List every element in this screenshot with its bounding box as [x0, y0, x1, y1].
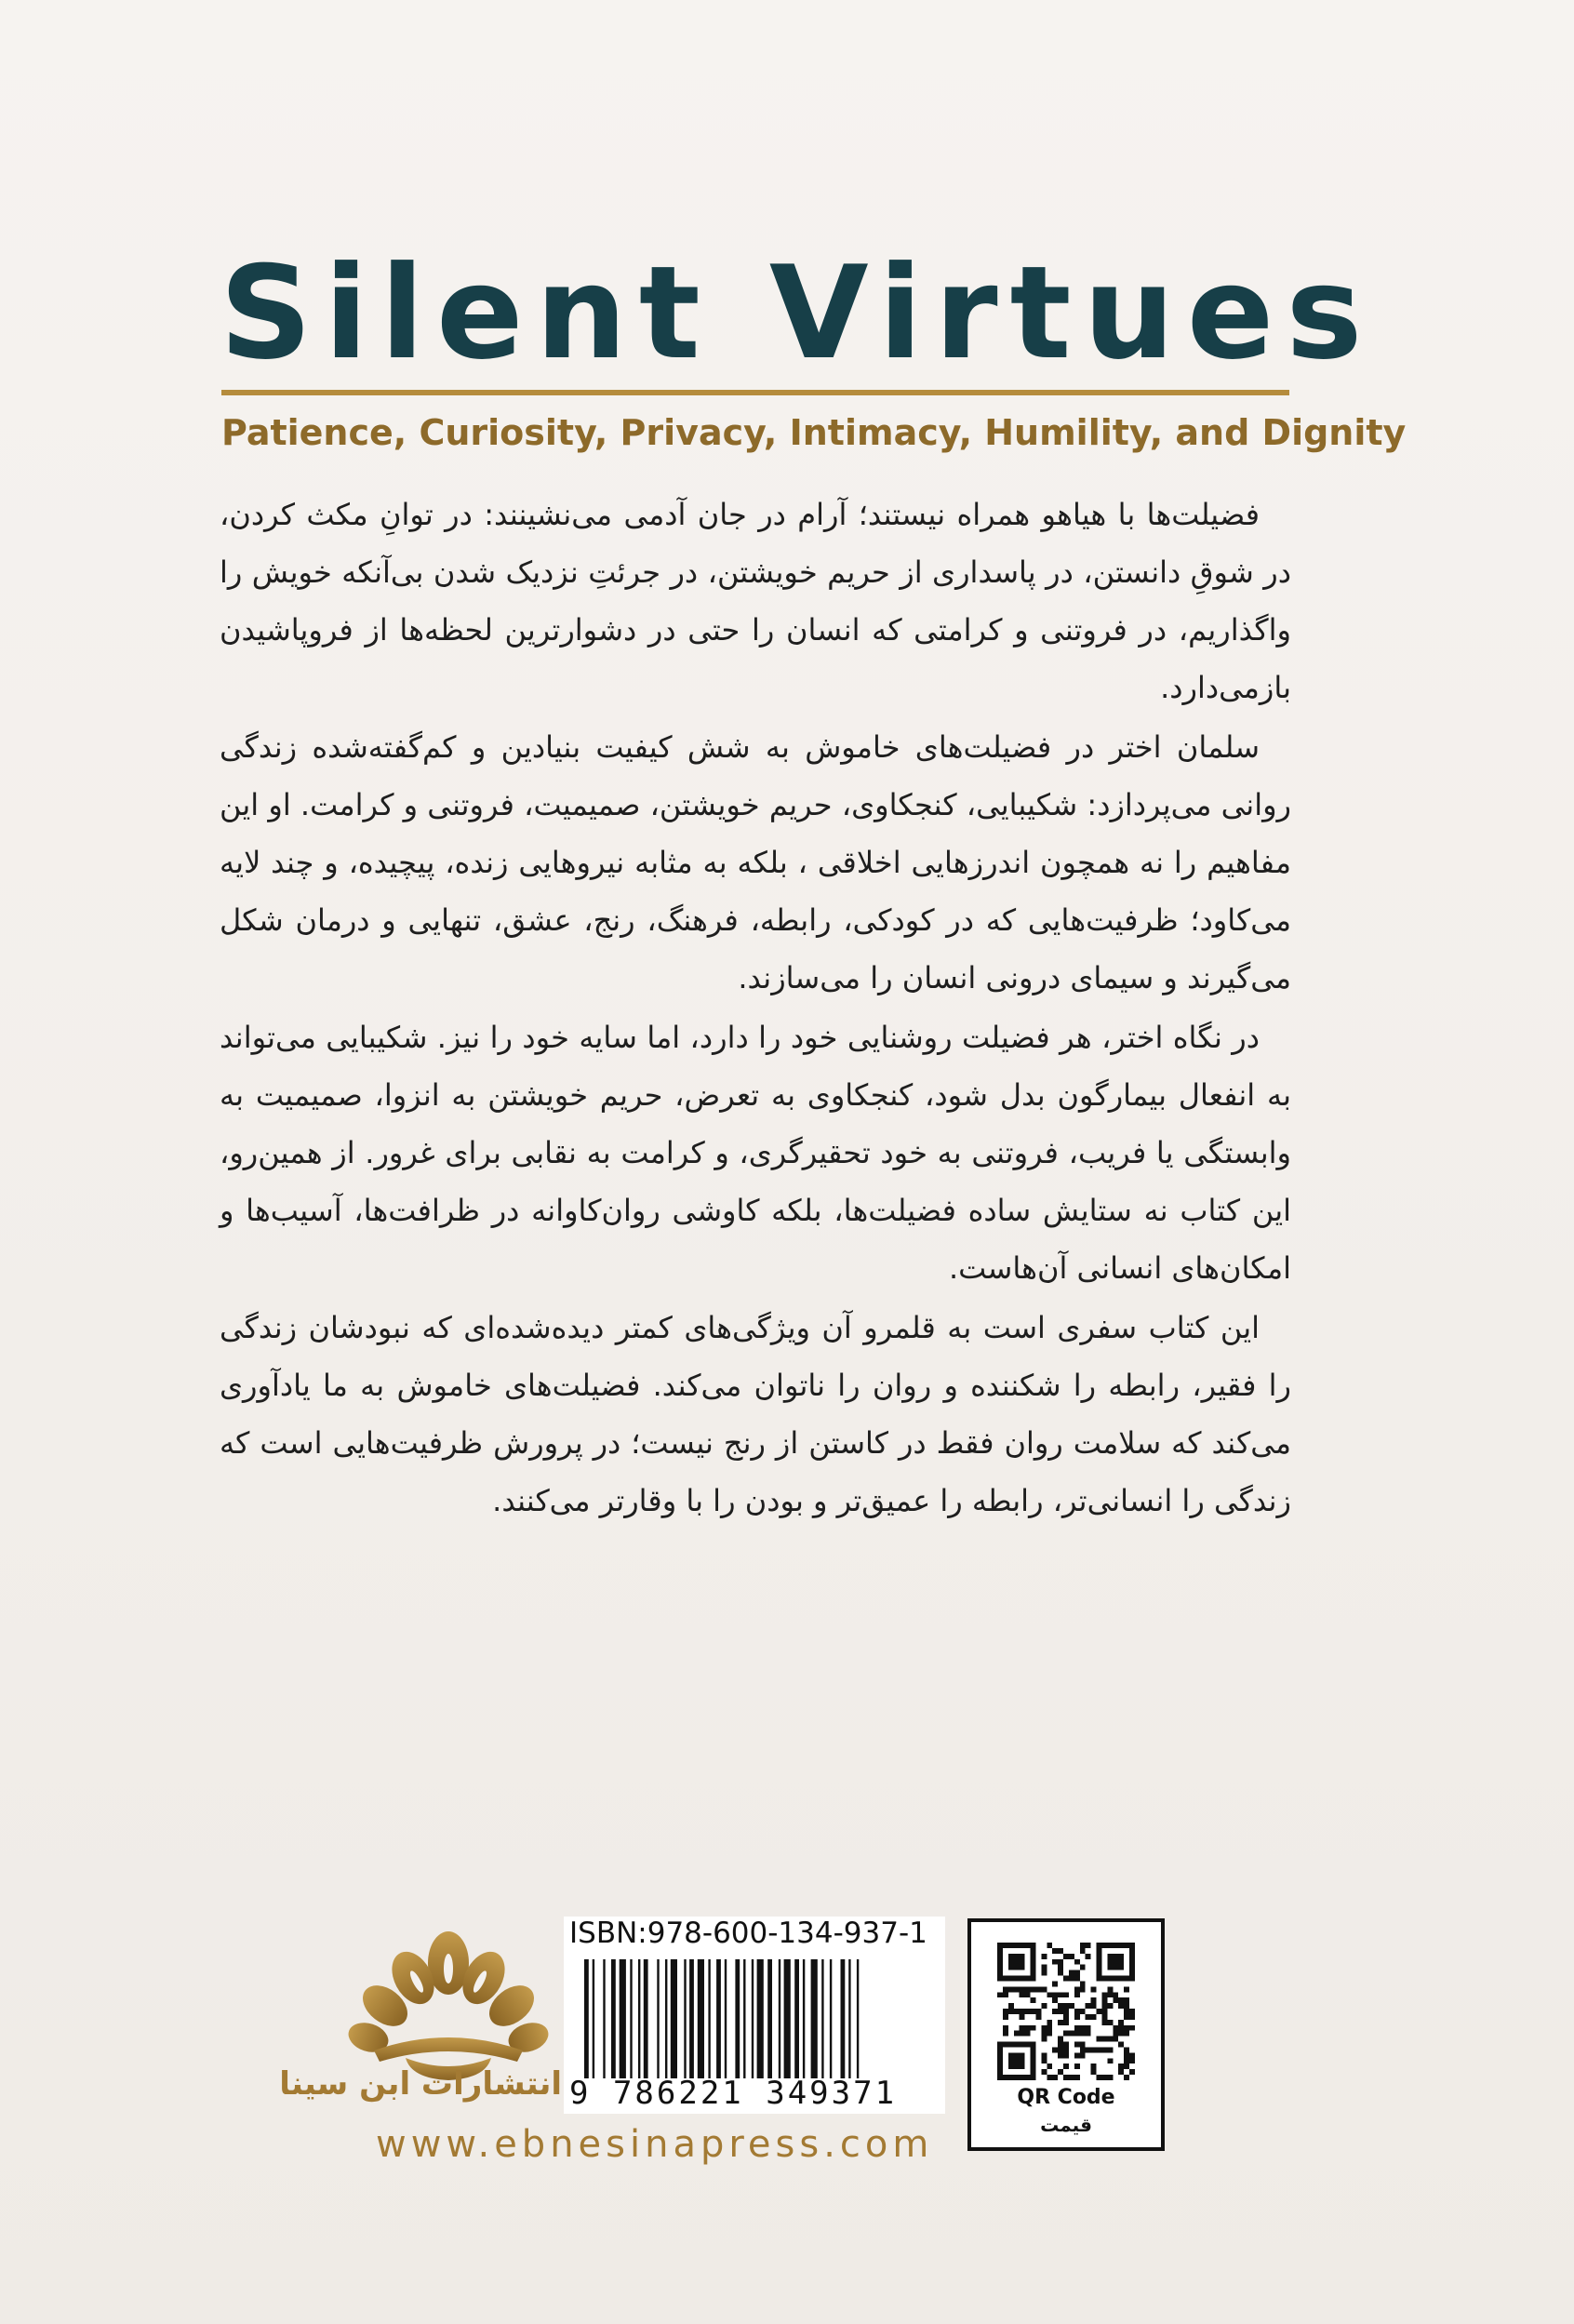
isbn-label: ISBN:978-600-134-937-1 — [569, 1917, 927, 1950]
blurb-paragraph-1: فضیلت‌ها با هیاهو همراه نیستند؛ آرام در جان آدمی می‌نشینند: در توانِ مکث کردن، در شوقِ دانستن، در پاسداری از حریم خویشتن، در جرئتِ نزدیک شدن بی‌آنکه خویش را واگذاریم، در فروتنی و کرامتی که انسان را حتی در دشوارترین لحظه‌ها از فروپاشیدن بازمی‌دارد. — [220, 497, 1291, 705]
publisher-website[interactable]: www.ebnesinapress.com — [376, 2123, 934, 2166]
title-divider — [221, 390, 1289, 395]
blurb — [220, 486, 1291, 1531]
blurb-paragraph-4: این کتاب سفری است به قلمرو آن ویژگی‌های کمتر دیده‌شده‌ای که نبودشان زندگی را فقیر، رابطه را شکننده و روان را ناتوان می‌کند. فضیلت‌های خاموش به ما یادآوری می‌کند که سلامت روان فقط در کاستن از رنج نیست؛ در پرورش ظرفیت‌هایی است که زندگی را انسانی‌تر، رابطه را عمیق‌تر و بودن را با وقارتر می‌کنند. — [220, 1310, 1291, 1518]
qr-code-icon[interactable] — [997, 1943, 1135, 2080]
blurb-paragraph-3: در نگاه اختر، هر فضیلت روشنایی خود را دارد، اما سایه خود را نیز. شکیبایی می‌تواند به انفعال بیمارگون بدل شود، کنجکاوی به تعرض، حریم خویشتن به انزوا، صمیمیت به وابستگی یا فریب، فروتنی به خود تحقیرگری، و کرامت به نقابی برای غرور. از همین‌رو، این کتاب نه ستایش ساده فضیلت‌ها، بلکه کاوشی روان‌کاوانه در ظرافت‌ها، آسیب‌ها و امکان‌های انسانی آن‌هاست. — [220, 1020, 1291, 1286]
barcode — [564, 1917, 945, 2114]
publisher-name: انتشارات ابن سینا — [279, 2065, 562, 2103]
barcode-digits: 9 786221 349371 — [569, 2075, 898, 2112]
barcode-bars-icon — [584, 1959, 938, 2078]
book-subtitle: Patience, Curiosity, Privacy, Intimacy, Humility, and Dignity — [221, 412, 1407, 453]
book-title: Silent Virtues — [220, 238, 1375, 388]
blurb-paragraph-2: سلمان اختر در فضیلت‌های خاموش به شش کیفیت بنیادین و کم‌گفته‌شده زندگی روانی می‌پردازد: شکیبایی، کنجکاوی، حریم خویشتن، صمیمیت، فروتنی و کرامت. او این مفاهیم را نه همچون اندرزهایی اخلاقی ، بلکه به مثابه نیروهایی زنده، پیچیده، و چند لایه می‌کاود؛ ظرفیت‌هایی که در کودکی، رابطه، فرهنگ، رنج، عشق، تنهایی و درمان شکل می‌گیرند و سیمای درونی انسان را می‌سازند. — [220, 729, 1291, 995]
qr-code-label: QR Code — [1017, 2086, 1115, 2109]
qr-code-box[interactable] — [967, 1918, 1165, 2151]
qr-price-label: قیمت — [1040, 2114, 1092, 2136]
